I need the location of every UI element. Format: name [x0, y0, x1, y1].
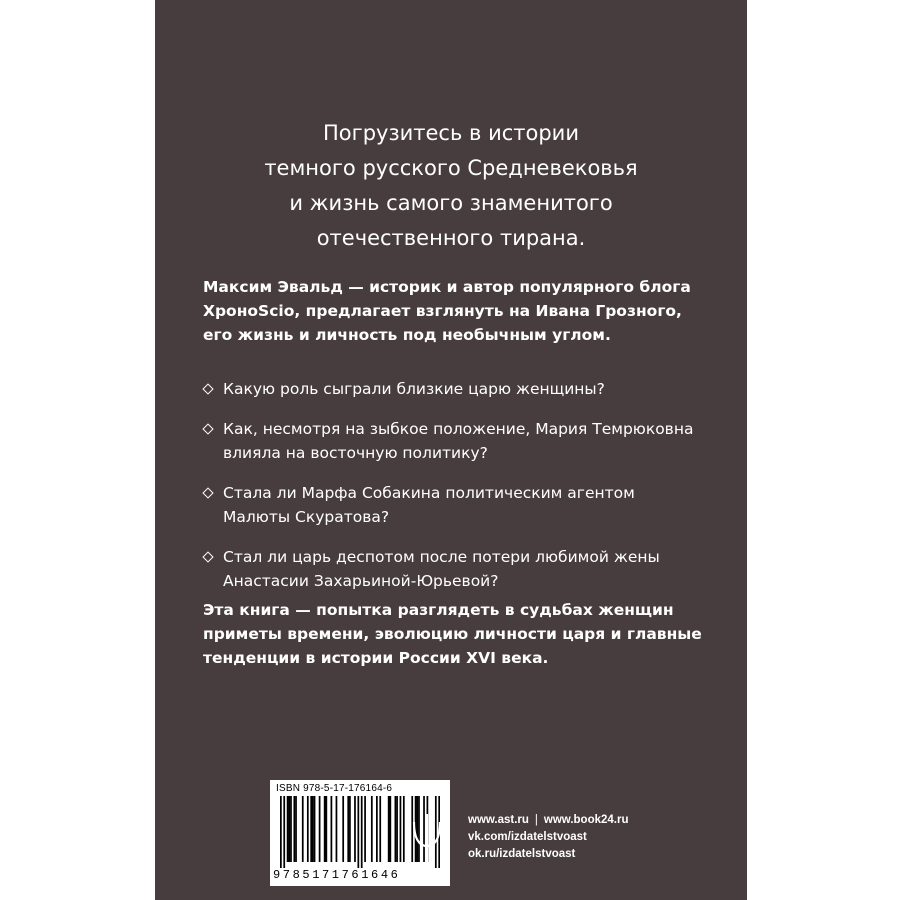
barcode-bar	[400, 796, 402, 862]
barcode-bar	[325, 796, 327, 862]
barcode-bar	[290, 796, 292, 862]
barcode-bar	[302, 796, 304, 862]
barcode-bar	[324, 796, 326, 862]
list-item	[203, 377, 733, 401]
back-cover	[155, 0, 747, 900]
barcode-bar	[371, 796, 373, 862]
diamond-icon	[202, 551, 213, 562]
ok-link[interactable]: ok.ru/izdatelstvoast	[468, 848, 576, 860]
psi-icon	[410, 810, 444, 864]
diamond-icon	[202, 423, 213, 434]
outro-line: приметы времени, эволюцию личности царя и главные	[203, 625, 702, 643]
intro-line: ХроноScio, предлагает взглянуть на Ивана Грозного,	[203, 302, 682, 320]
outro-line: тенденции в истории России XVI века.	[203, 649, 549, 667]
question-line: Анастасии Захарьиной-Юрьевой?	[223, 572, 499, 590]
intro-line: Максим Эвальд — историк и автор популярного блога	[203, 278, 691, 296]
diamond-icon	[202, 383, 213, 394]
site-link-book24[interactable]: www.book24.ru	[543, 814, 629, 826]
intro-line: его жизнь и личность под необычным углом.	[203, 326, 611, 344]
barcode-bar	[295, 796, 297, 862]
lead-line: темного русского Средневековья	[264, 156, 638, 180]
barcode-bar	[283, 796, 285, 868]
list-item	[203, 545, 733, 593]
lead-line: Погрузитесь в истории	[323, 121, 579, 145]
vk-link[interactable]: vk.com/izdatelstvoast	[468, 831, 587, 843]
barcode-bar	[379, 796, 381, 862]
barcode-bar	[287, 796, 289, 862]
barcode-bar	[395, 796, 397, 862]
barcode-bar	[336, 796, 338, 862]
barcode-bar	[293, 796, 295, 862]
list-item	[203, 417, 733, 465]
barcode-bar	[347, 796, 349, 862]
outro-paragraph	[203, 598, 723, 670]
question-line: влияла на восточную политику?	[223, 444, 488, 462]
barcode-bar	[312, 796, 314, 862]
barcode-bar	[354, 796, 356, 862]
questions-list	[203, 377, 733, 609]
isbn-label: ISBN 978-5-17-176164-6	[276, 783, 393, 794]
lead-line: отечественного тирана.	[316, 226, 586, 250]
barcode-bar	[364, 796, 366, 862]
outro-line: Эта книга — попытка разглядеть в судьбах женщин	[203, 601, 674, 619]
barcode-bar	[389, 796, 391, 862]
site-link-ast[interactable]: www.ast.ru	[468, 814, 529, 826]
barcode-bar	[307, 796, 309, 862]
barcode-bar	[357, 796, 359, 868]
barcode-bar	[388, 796, 390, 862]
question-line: Какую роль сыграли близкие царю женщины?	[223, 380, 605, 398]
link-divider: |	[534, 814, 538, 826]
barcode-bar	[280, 796, 282, 868]
barcode-bar	[361, 796, 363, 868]
barcode-bar	[403, 796, 405, 862]
publisher-links	[468, 812, 628, 863]
barcode-bar	[310, 796, 312, 862]
barcode-bar	[319, 796, 321, 862]
barcode-bar	[342, 796, 344, 862]
question-line: Как, несмотря на зыбкое положение, Мария Темрюковна	[223, 420, 694, 438]
barcode-bar	[376, 796, 378, 862]
question-line: Малюты Скуратова?	[223, 508, 390, 526]
ean-digits: 9785171761646	[273, 868, 401, 882]
barcode-bar	[331, 796, 333, 862]
diamond-icon	[202, 487, 213, 498]
barcode-bar	[288, 796, 290, 862]
barcode-bar	[349, 796, 351, 862]
intro-paragraph	[203, 275, 723, 347]
lead-text	[155, 116, 747, 256]
barcode-bar	[314, 796, 316, 862]
list-item	[203, 481, 733, 529]
question-line: Стал ли царь деспотом после потери любимой жены	[223, 548, 660, 566]
lead-line: и жизнь самого знаменитого	[289, 191, 613, 215]
links-row	[468, 812, 628, 829]
question-line: Стала ли Марфа Собакина политическим агентом	[223, 484, 635, 502]
barcode-bar	[396, 796, 398, 862]
